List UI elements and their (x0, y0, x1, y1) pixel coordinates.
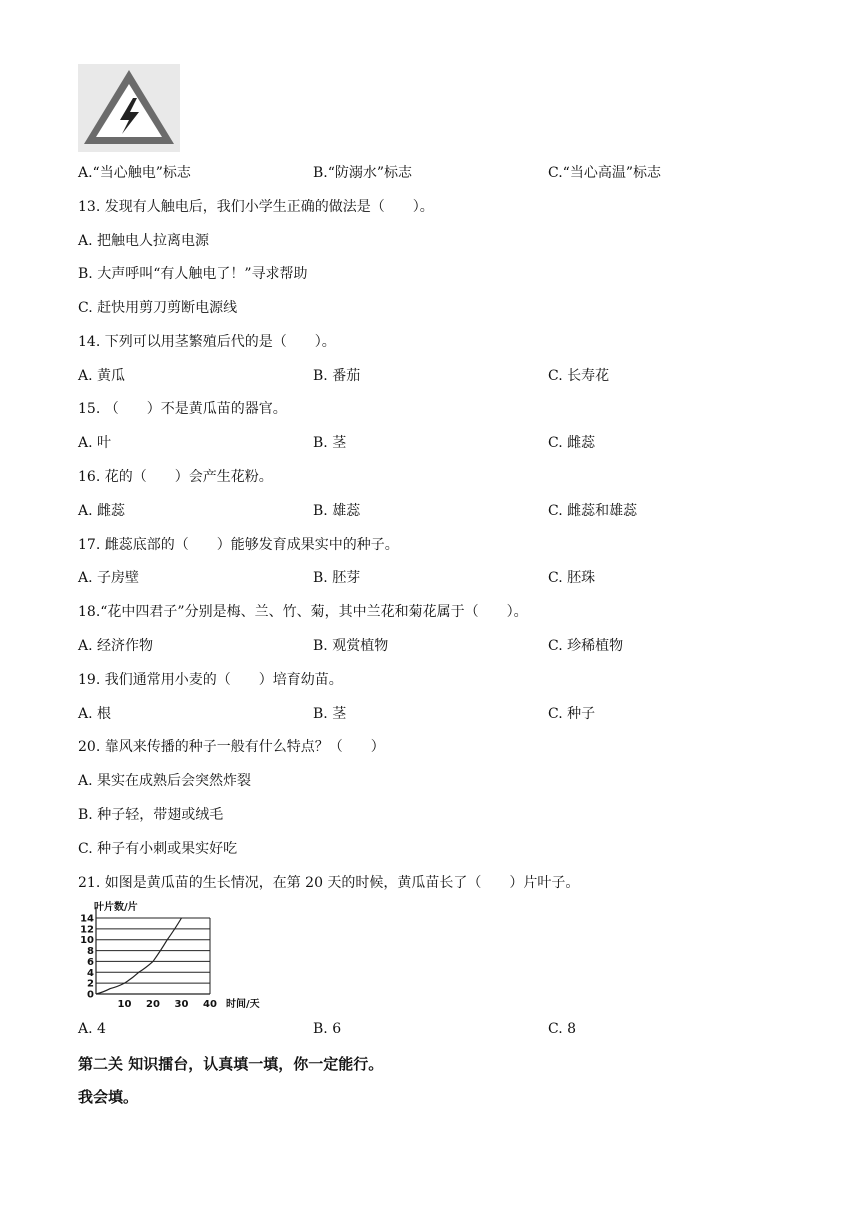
q18-option-c[interactable]: C. 珍稀植物 (548, 638, 624, 654)
leaf-growth-chart (76, 896, 276, 1014)
q13-option-c[interactable]: C. 赶快用剪刀剪断电源线 (78, 300, 238, 316)
q21-stem: 21. 如图是黄瓜苗的生长情况，在第 20 天的时候，黄瓜苗长了（ ）片叶子。 (78, 875, 580, 891)
q16-option-a[interactable]: A. 雌蕊 (78, 503, 126, 519)
y-tick-label: 6 (87, 956, 94, 968)
q17-option-c[interactable]: C. 胚珠 (548, 570, 596, 586)
q17-option-b[interactable]: B. 胚芽 (313, 570, 361, 586)
q16-option-c[interactable]: C. 雌蕊和雄蕊 (548, 503, 638, 519)
growth-curve-line (96, 918, 182, 994)
q21-option-a[interactable]: A. 4 (78, 1021, 106, 1037)
y-tick-label: 10 (80, 935, 94, 947)
q19-stem: 19. 我们通常用小麦的（ ）培育幼苗。 (78, 672, 343, 688)
q19-option-a[interactable]: A. 根 (78, 706, 112, 722)
q14-stem: 14. 下列可以用茎繁殖后代的是（ ）。 (78, 334, 336, 350)
q14-option-b[interactable]: B. 番茄 (313, 368, 361, 384)
section2-subtitle: 我会填。 (78, 1088, 139, 1106)
y-tick-label: 14 (80, 913, 94, 925)
q18-option-a[interactable]: A. 经济作物 (78, 638, 154, 654)
y-tick-label: 12 (80, 924, 94, 936)
y-tick-label: 2 (87, 978, 94, 990)
q20-stem: 20. 靠风来传播的种子一般有什么特点？（ ） (78, 739, 385, 755)
q15-stem: 15. （ ）不是黄瓜苗的器官。 (78, 401, 287, 417)
q12-option-a[interactable]: A.“当心触电”标志 (78, 165, 191, 181)
q15-option-a[interactable]: A. 叶 (78, 435, 112, 451)
q15-option-b[interactable]: B. 茎 (313, 435, 347, 451)
q18-stem: 18.“花中四君子”分别是梅、兰、竹、菊，其中兰花和菊花属于（ ）。 (78, 604, 528, 620)
q16-option-b[interactable]: B. 雄蕊 (313, 503, 361, 519)
q14-option-c[interactable]: C. 长寿花 (548, 368, 610, 384)
q17-option-a[interactable]: A. 子房壁 (78, 570, 140, 586)
x-tick-label: 10 (117, 999, 132, 1010)
chart-ylabel: 叶片数/片 (94, 902, 138, 913)
q13-option-a[interactable]: A. 把触电人拉离电源 (78, 233, 210, 249)
section2-title: 第二关 知识擂台，认真填一填，你一定能行。 (78, 1055, 384, 1073)
x-tick-label: 20 (146, 999, 160, 1010)
q15-option-c[interactable]: C. 雌蕊 (548, 435, 596, 451)
q20-option-b[interactable]: B. 种子轻，带翅或绒毛 (78, 807, 224, 823)
q19-option-b[interactable]: B. 茎 (313, 706, 347, 722)
y-tick-label: 4 (87, 967, 94, 979)
q12-option-c[interactable]: C.“当心高温”标志 (548, 165, 661, 181)
chart-xlabel: 时间/天 (226, 999, 260, 1010)
q20-option-c[interactable]: C. 种子有小刺或果实好吃 (78, 841, 238, 857)
x-tick-label: 40 (203, 999, 217, 1010)
q16-stem: 16. 花的（ ）会产生花粉。 (78, 469, 273, 485)
q20-option-a[interactable]: A. 果实在成熟后会突然炸裂 (78, 773, 252, 789)
q21-option-c[interactable]: C. 8 (548, 1021, 577, 1037)
electric-shock-warning-icon (78, 64, 180, 152)
y-tick-label: 8 (87, 946, 94, 958)
q14-option-a[interactable]: A. 黄瓜 (78, 368, 126, 384)
q19-option-c[interactable]: C. 种子 (548, 706, 596, 722)
q17-stem: 17. 雌蕊底部的（ ）能够发育成果实中的种子。 (78, 537, 399, 553)
leaf-growth-chart-svg (76, 896, 276, 1014)
x-tick-label: 30 (174, 999, 189, 1010)
q18-option-b[interactable]: B. 观赏植物 (313, 638, 389, 654)
q21-option-b[interactable]: B. 6 (313, 1021, 342, 1037)
q13-stem: 13. 发现有人触电后，我们小学生正确的做法是（ ）。 (78, 199, 434, 215)
q13-option-b[interactable]: B. 大声呼叫“有人触电了！”寻求帮助 (78, 266, 308, 282)
q12-option-b[interactable]: B.“防溺水”标志 (313, 165, 413, 181)
y-tick-label: 0 (87, 989, 94, 1001)
